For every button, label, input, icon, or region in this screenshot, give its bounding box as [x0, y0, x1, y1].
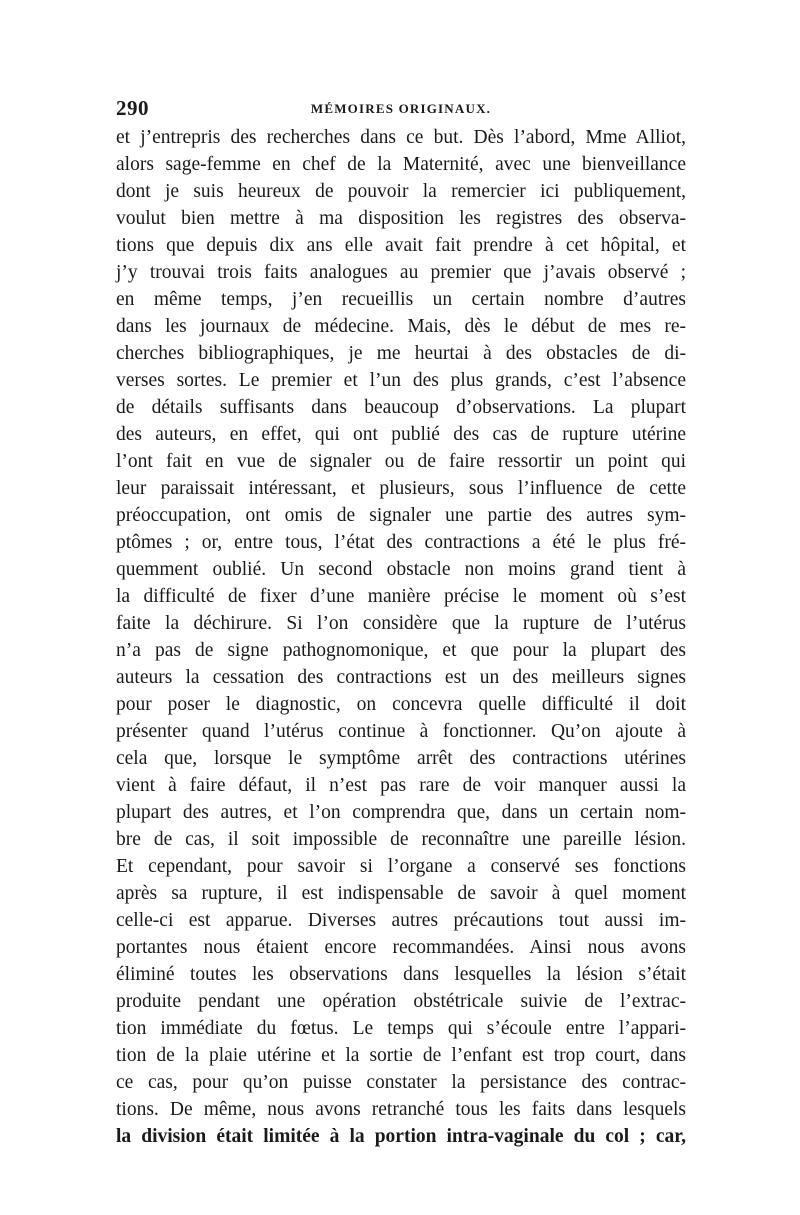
text-line: la division était limitée à la portion intra-vaginale du col ; car, [116, 1126, 686, 1147]
text-line: j’y trouvai trois faits analogues au premier que j’avais observé ; [116, 262, 686, 283]
text-line: la difficulté de fixer d’une manière précise le moment où s’est [116, 586, 686, 607]
text-line: quemment oublié. Un second obstacle non moins grand tient à [116, 559, 686, 580]
body-text [116, 124, 686, 1150]
text-line: portantes nous étaient encore recommandées. Ainsi nous avons [116, 937, 686, 958]
text-line: après sa rupture, il est indispensable de savoir à quel moment [116, 883, 686, 904]
text-line: tions que depuis dix ans elle avait fait prendre à cet hôpital, et [116, 235, 686, 256]
text-line: dont je suis heureux de pouvoir la remercier ici publiquement, [116, 181, 686, 202]
text-line: bre de cas, il soit impossible de reconnaître une pareille lésion. [116, 829, 686, 850]
text-line: faite la déchirure. Si l’on considère que la rupture de l’utérus [116, 613, 686, 634]
text-line: Et cependant, pour savoir si l’organe a conservé ses fonctions [116, 856, 686, 877]
text-line: ce cas, pour qu’on puisse constater la persistance des contrac- [116, 1072, 686, 1093]
text-line: et j’entrepris des recherches dans ce but. Dès l’abord, Mme Alliot, [116, 127, 686, 148]
text-line: tion de la plaie utérine et la sortie de l’enfant est trop court, dans [116, 1045, 686, 1066]
book-page [116, 96, 686, 1150]
text-line: voulut bien mettre à ma disposition les registres des observa- [116, 208, 686, 229]
text-line: en même temps, j’en recueillis un certain nombre d’autres [116, 289, 686, 310]
text-line: alors sage-femme en chef de la Maternité, avec une bienveillance [116, 154, 686, 175]
text-line: ptômes ; or, entre tous, l’état des contractions a été le plus fré- [116, 532, 686, 553]
text-line: tion immédiate du fœtus. Le temps qui s’écoule entre l’appari- [116, 1018, 686, 1039]
text-line: tions. De même, nous avons retranché tous les faits dans lesquels [116, 1099, 686, 1120]
text-line: leur paraissait intéressant, et plusieurs, sous l’influence de cette [116, 478, 686, 499]
running-title: MÉMOIRES ORIGINAUX. [310, 101, 492, 116]
text-line: n’a pas de signe pathognomonique, et que pour la plupart des [116, 640, 686, 661]
text-line: l’ont fait en vue de signaler ou de faire ressortir un point qui [116, 451, 686, 472]
text-line: celle-ci est apparue. Diverses autres précautions tout aussi im- [116, 910, 686, 931]
text-line: présenter quand l’utérus continue à fonctionner. Qu’on ajoute à [116, 721, 686, 742]
text-line: cela que, lorsque le symptôme arrêt des contractions utérines [116, 748, 686, 769]
text-line: éliminé toutes les observations dans lesquelles la lésion s’était [116, 964, 686, 985]
text-line: vient à faire défaut, il n’est pas rare de voir manquer aussi la [116, 775, 686, 796]
text-line: verses sortes. Le premier et l’un des plus grands, c’est l’absence [116, 370, 686, 391]
text-line: dans les journaux de médecine. Mais, dès le début de mes re- [116, 316, 686, 337]
text-line: plupart des autres, et l’on comprendra que, dans un certain nom- [116, 802, 686, 823]
text-line: produite pendant une opération obstétricale suivie de l’extrac- [116, 991, 686, 1012]
page-number: 290 [116, 96, 149, 120]
text-line: pour poser le diagnostic, on concevra quelle difficulté il doit [116, 694, 686, 715]
text-line: préoccupation, ont omis de signaler une partie des autres sym- [116, 505, 686, 526]
text-line: de détails suffisants dans beaucoup d’observations. La plupart [116, 397, 686, 418]
text-line: cherches bibliographiques, je me heurtai à des obstacles de di- [116, 343, 686, 364]
text-line: auteurs la cessation des contractions est un des meilleurs signes [116, 667, 686, 688]
text-line: des auteurs, en effet, qui ont publié des cas de rupture utérine [116, 424, 686, 445]
running-head [116, 96, 686, 120]
